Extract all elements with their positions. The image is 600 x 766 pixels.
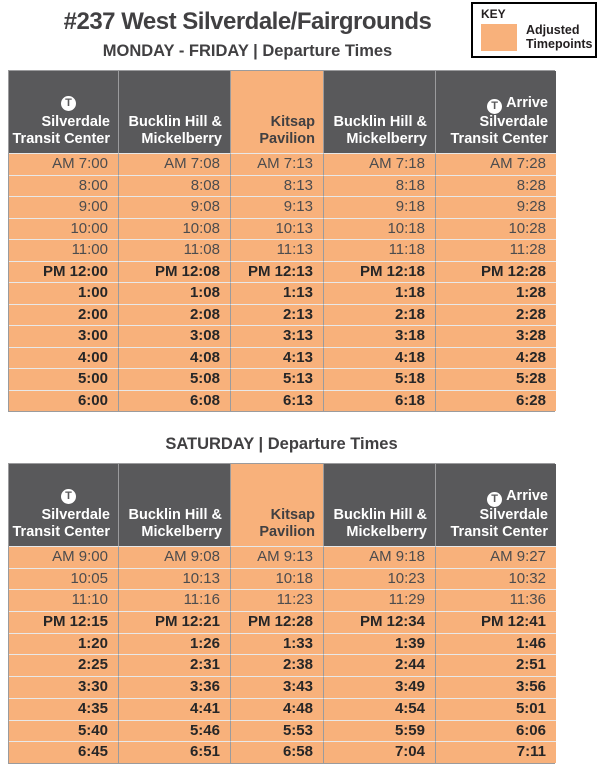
weekday-heading: MONDAY - FRIDAY | Departure Times: [102, 42, 393, 60]
time-cell: PM 12:00: [9, 261, 119, 283]
column-header-label: Transit Center: [12, 130, 110, 147]
time-cell: PM 12:21: [119, 611, 231, 633]
time-cell: 4:18: [324, 347, 436, 369]
time-cell: 6:58: [231, 741, 324, 763]
time-cell: 1:39: [324, 633, 436, 655]
column-header-label: Bucklin Hill &: [333, 507, 427, 523]
time-cell: 10:00: [9, 218, 119, 240]
time-cell: AM 7:00: [9, 153, 119, 175]
time-cell: 11:10: [9, 589, 119, 611]
time-cell: 3:18: [324, 325, 436, 347]
time-cell: 1:13: [231, 282, 324, 304]
column-header-kitsap-pavilion: [231, 71, 324, 153]
time-cell: 11:29: [324, 589, 436, 611]
time-cell: AM 7:28: [436, 153, 556, 175]
transit-t-icon: T: [487, 99, 502, 114]
time-cell: 5:28: [436, 368, 556, 390]
time-cell: PM 12:15: [9, 611, 119, 633]
time-cell: 4:13: [231, 347, 324, 369]
time-cell: 11:08: [119, 239, 231, 261]
time-cell: 1:26: [119, 633, 231, 655]
time-cell: 10:13: [119, 568, 231, 590]
time-cell: 6:51: [119, 741, 231, 763]
time-cell: 3:08: [119, 325, 231, 347]
column-header-bucklin-hill-mickelberry-inbound: [324, 464, 436, 546]
time-cell: 3:30: [9, 676, 119, 698]
time-cell: PM 12:08: [119, 261, 231, 283]
time-cell: 8:08: [119, 175, 231, 197]
time-cell: 4:41: [119, 698, 231, 720]
column-header-label: Kitsap: [270, 507, 315, 523]
time-cell: 3:13: [231, 325, 324, 347]
time-cell: 6:28: [436, 390, 556, 412]
time-cell: 6:00: [9, 390, 119, 412]
time-cell: 8:00: [9, 175, 119, 197]
time-cell: PM 12:34: [324, 611, 436, 633]
column-header-silverdale-transit-center: [9, 464, 119, 546]
time-cell: 10:28: [436, 218, 556, 240]
time-cell: PM 12:28: [231, 611, 324, 633]
time-cell: 9:28: [436, 196, 556, 218]
time-cell: 5:46: [119, 720, 231, 742]
time-cell: 6:18: [324, 390, 436, 412]
column-header-label: Silverdale: [479, 114, 548, 130]
time-cell: 4:00: [9, 347, 119, 369]
time-cell: 5:00: [9, 368, 119, 390]
time-cell: 8:28: [436, 175, 556, 197]
time-cell: 1:20: [9, 633, 119, 655]
time-cell: 2:31: [119, 654, 231, 676]
column-header-bucklin-hill-mickelberry-inbound: [324, 71, 436, 153]
saturday-heading: SATURDAY | Departure Times: [165, 435, 398, 453]
time-cell: 5:53: [231, 720, 324, 742]
time-cell: 5:59: [324, 720, 436, 742]
title-block: [20, 7, 475, 63]
time-cell: 2:28: [436, 304, 556, 326]
column-header-label: Mickelberry: [141, 523, 222, 540]
time-cell: 2:25: [9, 654, 119, 676]
time-cell: 2:18: [324, 304, 436, 326]
time-cell: 10:05: [9, 568, 119, 590]
key-swatch-label: Adjusted Timepoints: [526, 23, 593, 52]
time-cell: 11:13: [231, 239, 324, 261]
time-cell: 5:18: [324, 368, 436, 390]
time-cell: 1:46: [436, 633, 556, 655]
time-cell: 2:08: [119, 304, 231, 326]
time-cell: 4:54: [324, 698, 436, 720]
time-cell: 1:18: [324, 282, 436, 304]
time-cell: 11:00: [9, 239, 119, 261]
column-header-label: Bucklin Hill &: [128, 114, 222, 130]
column-header-bucklin-hill-mickelberry-outbound: [119, 464, 231, 546]
column-header-label: Pavilion: [259, 130, 315, 147]
column-header-kitsap-pavilion: [231, 464, 324, 546]
transit-t-icon: T: [61, 96, 76, 111]
time-cell: PM 12:28: [436, 261, 556, 283]
time-cell: 3:49: [324, 676, 436, 698]
time-cell: 2:13: [231, 304, 324, 326]
time-cell: 11:23: [231, 589, 324, 611]
time-cell: AM 9:08: [119, 546, 231, 568]
page-header: [0, 0, 600, 70]
time-cell: PM 12:18: [324, 261, 436, 283]
time-cell: 8:18: [324, 175, 436, 197]
time-cell: 7:11: [436, 741, 556, 763]
time-cell: 3:36: [119, 676, 231, 698]
column-header-arrive-silverdale-transit-center: [436, 464, 556, 546]
time-cell: AM 7:13: [231, 153, 324, 175]
time-cell: 11:36: [436, 589, 556, 611]
key-title: KEY: [481, 7, 506, 21]
time-cell: 6:13: [231, 390, 324, 412]
column-header-bucklin-hill-mickelberry-outbound: [119, 71, 231, 153]
column-header-label: Silverdale: [479, 507, 548, 523]
time-cell: 5:13: [231, 368, 324, 390]
column-header-label: Arrive: [506, 95, 548, 112]
column-header-arrive-silverdale-transit-center: [436, 71, 556, 153]
column-header-label: Silverdale: [41, 507, 110, 523]
column-header-label: Transit Center: [12, 523, 110, 540]
transit-t-icon: T: [61, 489, 76, 504]
time-cell: 5:08: [119, 368, 231, 390]
time-cell: 10:18: [231, 568, 324, 590]
time-cell: 9:00: [9, 196, 119, 218]
time-cell: 1:08: [119, 282, 231, 304]
time-cell: AM 9:27: [436, 546, 556, 568]
time-cell: 9:18: [324, 196, 436, 218]
time-cell: 4:48: [231, 698, 324, 720]
column-header-label: Arrive: [506, 488, 548, 505]
time-cell: 1:33: [231, 633, 324, 655]
time-cell: 11:16: [119, 589, 231, 611]
time-cell: 9:13: [231, 196, 324, 218]
time-cell: PM 12:41: [436, 611, 556, 633]
column-header-silverdale-transit-center: [9, 71, 119, 153]
time-cell: AM 9:00: [9, 546, 119, 568]
time-cell: 5:40: [9, 720, 119, 742]
time-cell: 10:08: [119, 218, 231, 240]
column-header-label: Transit Center: [450, 130, 548, 147]
column-header-label: Bucklin Hill &: [333, 114, 427, 130]
time-cell: AM 7:08: [119, 153, 231, 175]
transit-t-icon: T: [487, 492, 502, 507]
column-header-label: Mickelberry: [346, 130, 427, 147]
time-cell: 4:35: [9, 698, 119, 720]
time-cell: 3:56: [436, 676, 556, 698]
column-header-label: Silverdale: [41, 114, 110, 130]
page-title: #237 West Silverdale/Fairgrounds: [63, 8, 432, 35]
column-header-label: Mickelberry: [346, 523, 427, 540]
time-cell: 10:32: [436, 568, 556, 590]
time-cell: 8:13: [231, 175, 324, 197]
adjusted-timepoints-swatch: [481, 24, 517, 51]
weekday-timetable: [8, 70, 555, 412]
key-entry: [481, 23, 593, 52]
time-cell: 6:06: [436, 720, 556, 742]
time-cell: 1:00: [9, 282, 119, 304]
time-cell: 3:28: [436, 325, 556, 347]
time-cell: 3:43: [231, 676, 324, 698]
saturday-timetable: [8, 463, 555, 764]
time-cell: AM 7:18: [324, 153, 436, 175]
time-cell: 3:00: [9, 325, 119, 347]
time-cell: PM 12:13: [231, 261, 324, 283]
time-cell: 2:51: [436, 654, 556, 676]
time-cell: 5:01: [436, 698, 556, 720]
key-box: [471, 2, 597, 58]
time-cell: 10:13: [231, 218, 324, 240]
column-header-label: Mickelberry: [141, 130, 222, 147]
time-cell: 9:08: [119, 196, 231, 218]
time-cell: 1:28: [436, 282, 556, 304]
time-cell: 2:00: [9, 304, 119, 326]
time-cell: 4:08: [119, 347, 231, 369]
time-cell: 11:18: [324, 239, 436, 261]
column-header-label: Kitsap: [270, 114, 315, 130]
column-header-label: Transit Center: [450, 523, 548, 540]
time-cell: 7:04: [324, 741, 436, 763]
time-cell: AM 9:13: [231, 546, 324, 568]
column-header-label: Pavilion: [259, 523, 315, 540]
column-header-label: Bucklin Hill &: [128, 507, 222, 523]
time-cell: 2:44: [324, 654, 436, 676]
time-cell: 10:23: [324, 568, 436, 590]
time-cell: 4:28: [436, 347, 556, 369]
time-cell: AM 9:18: [324, 546, 436, 568]
time-cell: 2:38: [231, 654, 324, 676]
time-cell: 11:28: [436, 239, 556, 261]
time-cell: 6:45: [9, 741, 119, 763]
time-cell: 10:18: [324, 218, 436, 240]
time-cell: 6:08: [119, 390, 231, 412]
